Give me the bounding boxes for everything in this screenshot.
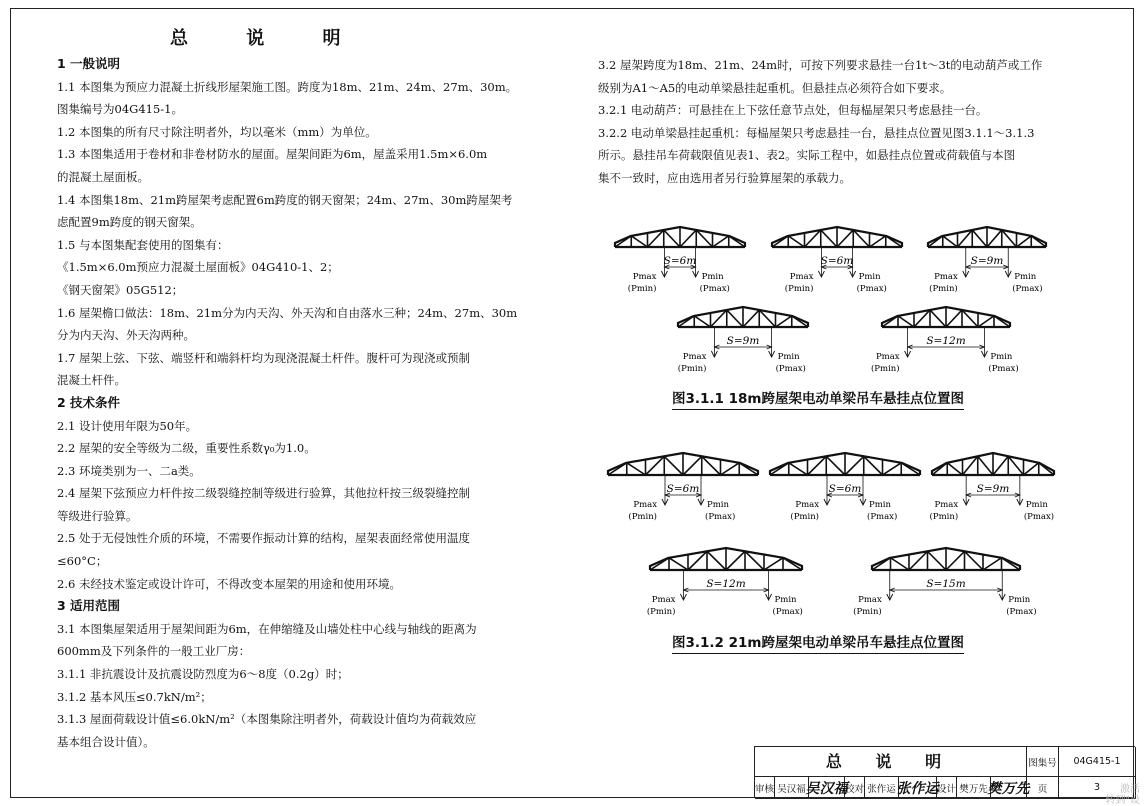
text-line: 分为内天沟、外天沟两种。 [57, 328, 195, 343]
pmax-label: Pmax [651, 595, 676, 605]
pmax-paren-label: (Pmax) [867, 512, 898, 522]
pmin-label: Pmin [1025, 500, 1048, 510]
pmax-paren-label: (Pmax) [1012, 284, 1043, 294]
pmin-label: Pmin [869, 500, 891, 510]
web-members [678, 307, 808, 327]
text-line: 等级进行验算。 [57, 508, 138, 523]
pmin-label: Pmin [707, 500, 729, 510]
check-signature: 张作运 [899, 777, 937, 799]
page-number: 3 [1059, 777, 1136, 799]
section-heading: 1 一般说明 [57, 56, 121, 71]
atlas-label: 图集号 [1027, 747, 1059, 777]
atlas-number: 04G415-1 [1059, 747, 1136, 777]
review-signature: 吴汉福 [809, 777, 845, 799]
text-line: 1.5 与本图集配套使用的图集有： [57, 237, 229, 252]
truss-diagram [853, 548, 1036, 617]
truss-diagram [772, 227, 902, 294]
text-line: 图集编号为04G415-1。 [57, 102, 183, 117]
text-line: 1.7 屋架上弦、下弦、端竖杆和端斜杆均为现浇混凝土杆件。腹杆可为现浇或预制 [57, 350, 470, 365]
text-line: 600mm及下列条件的一般工业厂房： [57, 644, 251, 659]
design-label: 设计 [937, 777, 957, 799]
span-label: S=12m [926, 335, 966, 347]
pmax-paren-label: (Pmax) [699, 284, 730, 294]
pmin-paren-label: (Pmin) [784, 284, 814, 294]
review-label: 审核 [755, 777, 775, 799]
text-line: 1.6 屋架檐口做法：18m、21m分为内天沟、外天沟和自由落水三种；24m、27m、30m [57, 305, 518, 320]
web-members [932, 453, 1054, 475]
pmin-paren-label: (Pmin) [790, 512, 819, 522]
pmax-label: Pmax [795, 500, 819, 510]
pmin-label: Pmin [777, 352, 800, 362]
pmin-paren-label: (Pmin) [628, 512, 657, 522]
truss-diagram [608, 453, 758, 522]
design-name: 樊万先 [957, 777, 991, 799]
pmin-paren-label: (Pmin) [677, 364, 707, 374]
web-members [928, 227, 1046, 247]
text-line: 基本组合设计值）。 [57, 734, 155, 749]
pmin-paren-label: (Pmin) [646, 607, 676, 617]
pmin-paren-label: (Pmin) [870, 364, 900, 374]
pmax-paren-label: (Pmax) [1006, 607, 1037, 617]
web-members [650, 548, 802, 570]
text-line: 的混凝土屋面板。 [57, 169, 149, 184]
pmin-label: Pmin [990, 352, 1013, 362]
left-text-column [57, 53, 557, 753]
text-line: 1.1 本图集为预应力混凝土折线形屋架施工图。跨度为18m、21m、24m、27m、30m。 [57, 79, 518, 94]
text-line: 2.3 环境类别为一、二a类。 [57, 463, 201, 478]
text-line: 3.1.2 基本风压≤0.7kN/m²； [57, 689, 212, 704]
web-members [615, 227, 745, 247]
web-members [772, 227, 902, 247]
text-line: 3.2 屋架跨度为18m、21m、24m时，可按下列要求悬挂一台1t～3t的电动葫芦或工作 [598, 58, 1043, 72]
text-line: 3.2.2 电动单梁悬挂起重机：每榀屋架只考虑悬挂一台，悬挂点位置见图3.1.1～3.1.3 [598, 125, 1035, 140]
text-line: 2.4 屋架下弦预应力杆件按二级裂缝控制等级进行验算，其他拉杆按三级裂缝控制 [57, 486, 470, 501]
text-line: 2.6 未经技术鉴定或设计许可，不得改变本屋架的用途和使用环境。 [57, 576, 401, 591]
watermark [1105, 784, 1140, 806]
titleblock-name: 总 说 明 [755, 747, 1027, 777]
pmax-label: Pmax [934, 500, 959, 510]
watermark-line: 激活 [1120, 784, 1140, 795]
web-members [608, 453, 758, 475]
pmax-label: Pmax [858, 595, 882, 605]
span-label: S=6m [828, 483, 862, 495]
text-line: 级别为A1～A5的电动单梁悬挂起重机。但悬挂点必须符合如下要求。 [598, 80, 952, 95]
pmax-paren-label: (Pmax) [705, 512, 736, 522]
pmax-paren-label: (Pmax) [856, 284, 887, 294]
pmax-label: Pmax [632, 272, 657, 282]
title-block [754, 746, 1135, 798]
span-label: S=9m [726, 335, 760, 347]
truss-diagram [871, 307, 1019, 374]
truss-diagram [928, 227, 1046, 294]
pmin-label: Pmin [774, 595, 797, 605]
pmax-paren-label: (Pmax) [988, 364, 1019, 374]
span-label: S=9m [970, 255, 1004, 267]
review-name: 吴汉福 [775, 777, 809, 799]
span-label: S=9m [976, 483, 1010, 495]
span-label: S=6m [666, 483, 700, 495]
text-line: 《钢天窗架》05G512； [57, 282, 184, 297]
pmax-label: Pmax [682, 352, 707, 362]
text-line: 所示。悬挂吊车荷载限值见表1、表2。实际工程中，如悬挂点位置或荷载值与本图 [598, 148, 1016, 163]
figure-21m-truss [600, 445, 1060, 620]
text-line: 虑配置9m跨度的钢天窗架。 [57, 215, 202, 230]
span-label: S=12m [706, 578, 746, 590]
text-line: 2.5 处于无侵蚀性介质的环境，不需要作振动计算的结构，屋架表面经常使用温度 [57, 531, 470, 546]
pmin-label: Pmin [1008, 595, 1031, 605]
pmin-label: Pmin [858, 272, 881, 282]
pmax-paren-label: (Pmax) [775, 364, 806, 374]
truss-diagram [678, 307, 808, 374]
design-signature: 樊万先 [991, 777, 1027, 799]
span-label: S=6m [820, 255, 854, 267]
watermark-line: 转到"设 [1105, 795, 1140, 806]
pmin-paren-label: (Pmin) [929, 512, 959, 522]
span-label: S=15m [926, 578, 966, 590]
pmin-paren-label: (Pmin) [627, 284, 657, 294]
text-line: 混凝土杆件。 [57, 373, 126, 388]
web-members [770, 453, 920, 475]
check-label: 校对 [845, 777, 865, 799]
pmax-label: Pmax [789, 272, 814, 282]
text-line: 3.1 本图集屋架适用于屋架间距为6m，在伸缩缝及山墙处柱中心线与轴线的距离为 [57, 621, 477, 636]
section-heading: 3 适用范围 [57, 598, 121, 614]
pmax-label: Pmax [875, 352, 900, 362]
pmax-label: Pmax [934, 272, 958, 282]
text-line: 1.4 本图集18m、21m跨屋架考虑配置6m跨度的钢天窗架；24m、27m、30m跨屋架考 [57, 192, 513, 207]
truss-diagram [647, 548, 803, 617]
truss-diagram [930, 453, 1055, 522]
figure-18m-truss [600, 215, 1050, 375]
figure-caption-21m: 图3.1.2 21m跨屋架电动单梁吊车悬挂点位置图 [672, 631, 964, 654]
pmin-paren-label: (Pmin) [853, 607, 882, 617]
truss-diagram [770, 453, 920, 522]
span-label: S=6m [663, 255, 697, 267]
pmax-paren-label: (Pmax) [772, 607, 803, 617]
page-title: 总 说 明 [170, 28, 367, 49]
check-name: 张作运 [865, 777, 899, 799]
web-members [882, 307, 1010, 327]
figure-caption-18m: 图3.1.1 18m跨屋架电动单梁吊车悬挂点位置图 [672, 387, 964, 410]
pmax-label: Pmax [633, 500, 657, 510]
truss-diagram [615, 227, 745, 294]
text-line: 3.2.1 电动葫芦：可悬挂在上下弦任意节点处，但每榀屋架只考虑悬挂一台。 [598, 103, 988, 118]
text-line: 3.1.3 屋面荷载设计值≤6.0kN/m²（本图集除注明者外，荷载设计值均为荷载效应 [57, 712, 477, 727]
page-label: 页 [1027, 777, 1059, 799]
text-line: 2.2 屋架的安全等级为二级，重要性系数γ₀为1.0。 [57, 441, 316, 456]
section-heading: 2 技术条件 [57, 394, 121, 410]
text-line: 3.1.1 非抗震设计及抗震设防烈度为6～8度（0.2g）时； [57, 667, 349, 682]
pmin-label: Pmin [701, 272, 724, 282]
pmin-label: Pmin [1014, 272, 1037, 282]
text-line: 《1.5m×6.0m预应力混凝土屋面板》04G410-1、2； [57, 260, 339, 275]
right-text-column [598, 54, 1108, 190]
web-members [872, 548, 1020, 570]
pmin-paren-label: (Pmin) [929, 284, 958, 294]
text-line: 集不一致时，应由选用者另行验算屋架的承载力。 [598, 170, 851, 185]
text-line: 1.2 本图集的所有尺寸除注明者外，均以毫米（mm）为单位。 [57, 124, 377, 139]
text-line: 1.3 本图集适用于卷材和非卷材防水的屋面。屋架间距为6m，屋盖采用1.5m×6.0m [57, 147, 488, 162]
text-line: ≤60°C； [57, 554, 108, 569]
text-line: 2.1 设计使用年限为50年。 [57, 418, 198, 433]
pmax-paren-label: (Pmax) [1023, 512, 1055, 522]
